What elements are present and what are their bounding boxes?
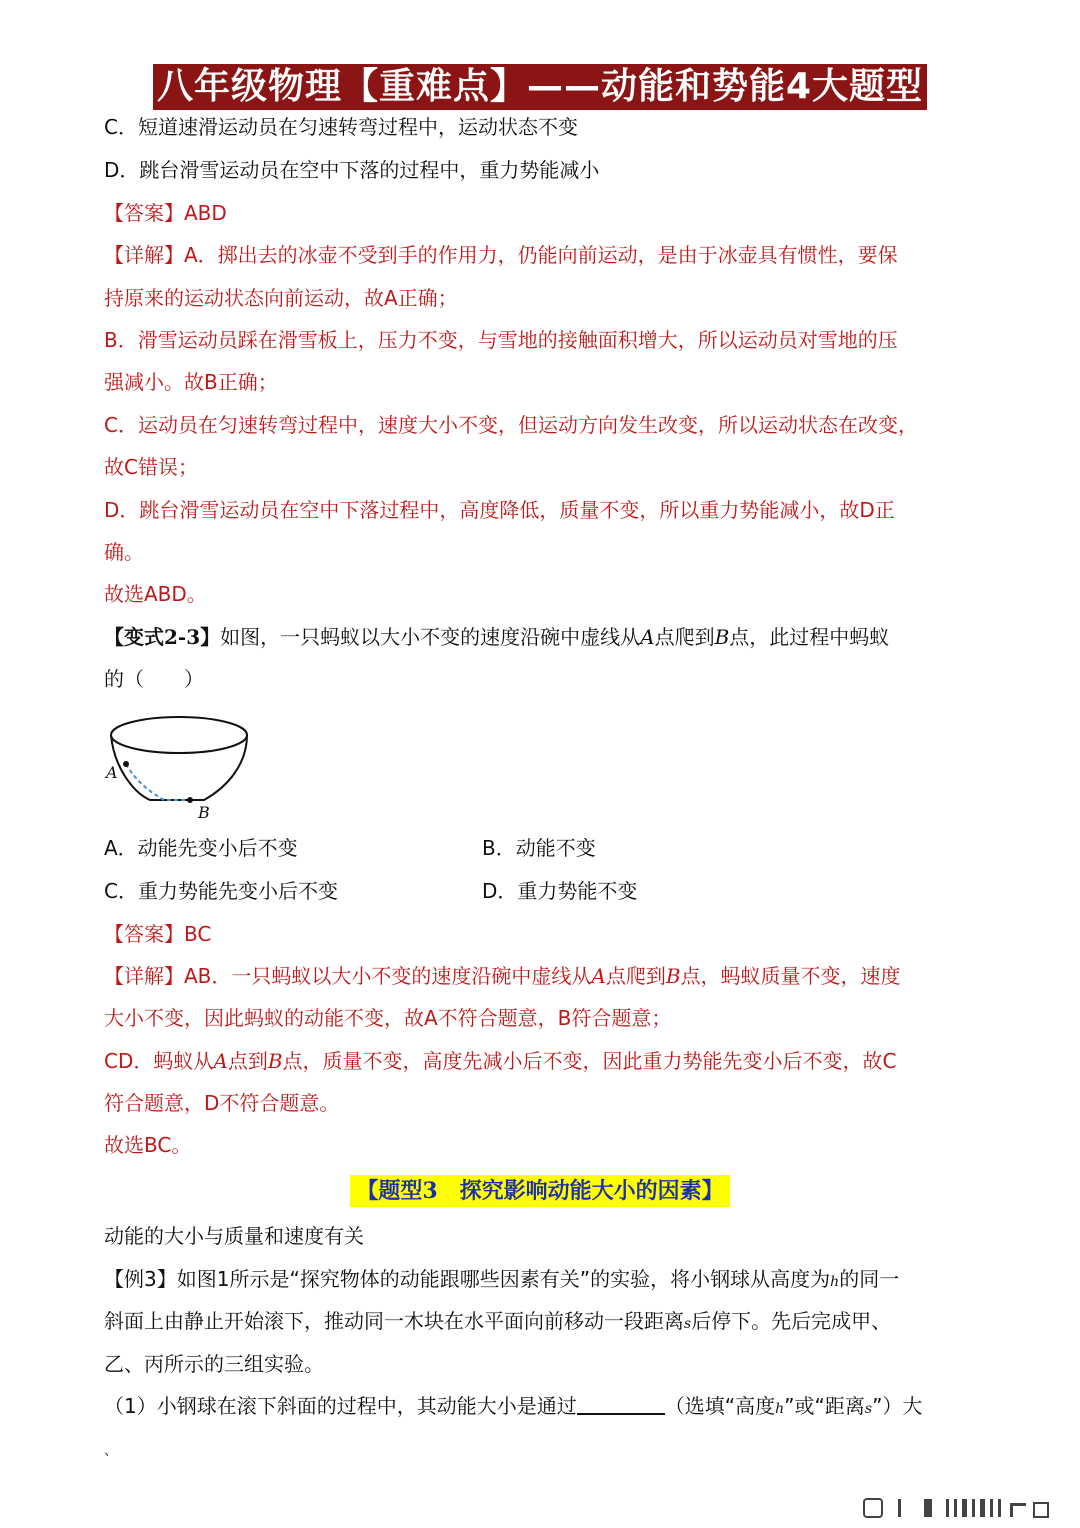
question-1-text-3: ”或“距离 [784, 1394, 865, 1418]
footer-mark [946, 1499, 949, 1517]
point-b-ref: B [714, 625, 730, 649]
footer-mark [980, 1499, 985, 1517]
option-c-previous: C．短道速滑运动员在匀速转弯过程中，运动状态不变 [104, 115, 578, 139]
point-a-ref: A [640, 625, 655, 649]
example-3-text-2: 的同一 [839, 1267, 900, 1291]
title-bar [0, 64, 1080, 110]
question-2-3-line1 [104, 623, 984, 651]
detail-2-cd-line2: 符合题意，D不符合题意。 [104, 1091, 340, 1115]
question-1-h: h [775, 1401, 785, 1417]
question-1-s: s [864, 1401, 873, 1417]
question-text-3: 点，此过程中蚂蚁 [729, 625, 890, 649]
footer-mark [972, 1499, 975, 1517]
footer-mark [954, 1499, 957, 1517]
detail-1-a-line2: 持原来的运动状态向前运动，故A正确； [104, 286, 458, 310]
footer-mark [1034, 1503, 1048, 1517]
footer-mark [998, 1499, 1001, 1517]
question-1-text-2: （选填“高度 [664, 1394, 776, 1418]
label-b: B [198, 803, 210, 822]
example-3-text-3: 斜面上由静止开始滚下，推动同一木块在水平面向前移动一段距离 [104, 1309, 684, 1333]
footer-mark [898, 1499, 901, 1517]
bowl-body [111, 735, 247, 800]
detail-2-cd-point-a: A [213, 1049, 228, 1073]
ant-path [126, 764, 190, 800]
point-b [187, 797, 193, 803]
option-c: C．重力势能先变小后不变 [104, 879, 338, 903]
detail-2-point-b: B [665, 964, 681, 988]
example-3-text-4: 后停下。先后完成甲、 [691, 1309, 892, 1333]
footer-mark [990, 1499, 993, 1517]
point-a [123, 761, 129, 767]
example-3-question-1 [104, 1392, 984, 1423]
detail-2-cd-point-b: B [267, 1049, 283, 1073]
detail-2-ab-line2: 大小不变，因此蚂蚁的动能不变，故A不符合题意，B符合题意； [104, 1006, 672, 1030]
answer-1: 【答案】ABD [104, 201, 227, 225]
example-3-line1 [104, 1265, 984, 1296]
answer-2: 【答案】BC [104, 922, 212, 946]
question-label: 【变式2-3】 [104, 625, 221, 649]
footer-mark [864, 1499, 882, 1517]
option-d-previous: D．跳台滑雪运动员在空中下落的过程中，重力势能减小 [104, 158, 600, 182]
detail-1-c-line2: 故C错误； [104, 455, 198, 479]
footer-mark [962, 1499, 967, 1517]
question-2-3-line2: 的（ ） [104, 667, 204, 691]
section-intro: 动能的大小与质量和速度有关 [104, 1224, 364, 1248]
question-1-text-1: （1）小钢球在滚下斜面的过程中，其动能大小是通过 [104, 1394, 577, 1418]
detail-1-b-line1: B．滑雪运动员踩在滑雪板上，压力不变，与雪地的接触面积增大，所以运动员对雪地的压 [104, 328, 898, 352]
example-3-line3: 乙、丙所示的三组实验。 [104, 1352, 324, 1376]
example-3-line2 [104, 1307, 984, 1338]
section-heading-wrap [0, 1175, 1080, 1207]
detail-2-text-2: 点爬到 [605, 964, 666, 988]
page-title: 八年级物理【重难点】——动能和势能4大题型 [153, 64, 927, 110]
detail-1-d-line2: 确。 [104, 540, 144, 564]
continuation-mark: 、 [104, 1443, 118, 1459]
detail-2-cd-text-3: 点，质量不变，高度先减小后不变，因此重力势能先变小后不变，故C [282, 1049, 897, 1073]
detail-1-a-line1: 【详解】A．掷出去的冰壶不受到手的作用力，仍能向前运动，是由于冰壶具有惯性，要保 [104, 243, 898, 267]
choose-2: 故选BC。 [104, 1133, 192, 1157]
detail-2-text-1: 【详解】AB．一只蚂蚁以大小不变的速度沿碗中虚线从 [104, 964, 592, 988]
section-heading: 【题型3 探究影响动能大小的因素】 [350, 1175, 729, 1207]
detail-1-b-line2: 强减小。故B正确； [104, 370, 278, 394]
detail-2-cd-text-2: 点到 [227, 1049, 268, 1073]
question-text-1: 如图，一只蚂蚁以大小不变的速度沿碗中虚线从 [220, 625, 641, 649]
label-a: A [106, 763, 118, 782]
detail-1-d-line1: D．跳台滑雪运动员在空中下落过程中，高度降低，质量不变，所以重力势能减小，故D正 [104, 498, 895, 522]
detail-2-text-3: 点，蚂蚁质量不变，速度 [680, 964, 901, 988]
detail-2-cd-text-1: CD．蚂蚁从 [104, 1049, 214, 1073]
example-3-text-1: 【例3】如图1所示是“探究物体的动能跟哪些因素有关”的实验，将小钢球从高度为 [104, 1267, 831, 1291]
footer-mark [1010, 1503, 1013, 1517]
answer-blank[interactable] [577, 1393, 665, 1415]
detail-2-ab-line1 [104, 962, 984, 990]
page-footer-marks [862, 1497, 1062, 1519]
example-3-h: h [830, 1274, 840, 1290]
detail-2-cd-line1 [104, 1047, 984, 1075]
choose-1: 故选ABD。 [104, 582, 207, 606]
footer-mark [924, 1499, 932, 1517]
question-1-text-4: ”）大 [872, 1394, 923, 1418]
question-text-2: 点爬到 [654, 625, 715, 649]
option-b: B．动能不变 [482, 836, 596, 860]
option-a: A．动能先变小后不变 [104, 836, 298, 860]
bowl-rim [111, 717, 247, 753]
option-d: D．重力势能不变 [482, 879, 638, 903]
detail-1-c-line1: C．运动员在匀速转弯过程中，速度大小不变，但运动方向发生改变，所以运动状态在改变， [104, 413, 918, 437]
example-3-s: s [684, 1316, 692, 1332]
detail-2-point-a: A [591, 964, 606, 988]
bowl-figure [104, 708, 254, 828]
